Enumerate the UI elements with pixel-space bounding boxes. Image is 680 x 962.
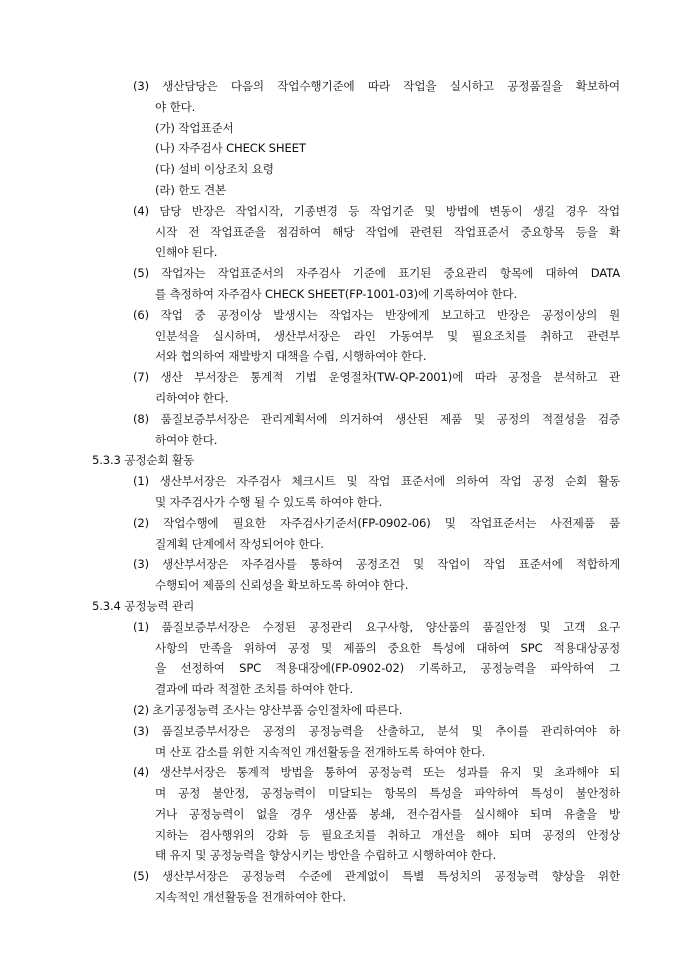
list-item-line: (3) 품질보증부서장은 공정의 공정능력을 산출하고, 분석 및 추이를 관리하여야 하: [133, 723, 620, 738]
continuation-line: 리하여야 한다.: [155, 390, 229, 405]
continuation-line: 인분석을 실시하며, 생산부서장은 라인 가동여부 및 필요조치를 취하고 관련부: [155, 328, 620, 343]
continuation-line: 하여야 한다.: [155, 432, 218, 447]
list-item-line: (8) 품질보증부서장은 관리계획서에 의거하여 생산된 제품 및 공정의 적절성을 검증: [133, 411, 620, 426]
list-item-line: (2) 초기공정능력 조사는 양산부품 승인절차에 따른다.: [133, 702, 403, 717]
sub-item-line: (나) 자주검사 CHECK SHEET: [155, 141, 306, 156]
continuation-line: 서와 협의하여 재발방지 대책을 수립, 시행하여야 한다.: [155, 349, 427, 364]
continuation-line: 며 공정 불안정, 공정능력이 미달되는 항목의 특성을 파악하여 특성이 불안정하: [155, 786, 620, 801]
sub-item-line: (다) 설비 이상조치 요령: [155, 162, 274, 177]
continuation-line: 야 한다.: [155, 99, 196, 114]
section-heading: 5.3.4 공정능력 관리: [92, 598, 195, 613]
continuation-line: 수행되어 제품의 신뢰성을 확보하도록 하여야 한다.: [155, 578, 409, 593]
continuation-line: 를 측정하여 자주검사 CHECK SHEET(FP-1001-03)에 기록하여야 한다.: [155, 286, 518, 301]
sub-item-line: (라) 한도 견본: [155, 182, 227, 197]
list-item-line: (4) 담당 반장은 작업시작, 기종변경 등 작업기준 및 방법에 변동이 생길 경우 작업: [133, 203, 620, 218]
section-heading: 5.3.3 공정순회 활동: [92, 453, 195, 468]
continuation-line: 및 자주검사가 수행 될 수 있도록 하여야 한다.: [155, 494, 383, 509]
continuation-line: 지속적인 개선활동을 전개하여야 한다.: [155, 890, 346, 905]
continuation-line: 인해야 된다.: [155, 245, 218, 260]
list-item-line: (3) 생산담당은 다음의 작업수행기준에 따라 작업을 실시하고 공정품질을 확보하여: [133, 79, 620, 93]
list-item-line: (4) 생산부서장은 통계적 방법을 통하여 공정능력 또는 성과를 유지 및 초과해야 되: [133, 765, 620, 780]
list-item-line: (5) 작업자는 작업표준서의 자주검사 기준에 표기된 중요관리 항목에 대하여 DATA: [133, 266, 620, 281]
continuation-line: 시작 전 작업표준을 점검하여 해당 작업에 관련된 작업표준서 중요항목 등을 확: [155, 224, 620, 239]
continuation-line: 결과에 따라 적절한 조치를 하여야 한다.: [155, 682, 354, 697]
list-item-line: (6) 작업 중 공정이상 발생시는 작업자는 반장에게 보고하고 반장은 공정이상의 원: [133, 307, 620, 322]
continuation-line: 지하는 검사행위의 강화 등 필요조치를 취하고 개선을 해야 되며 공정의 안정상: [155, 827, 620, 842]
procedure-body: [0, 76, 680, 908]
continuation-line: 태 유지 및 공정능력을 향상시키는 방안을 수립하고 시행하여야 한다.: [155, 848, 497, 863]
continuation-line: 거나 공정능력이 없을 경우 생산품 봉쇄, 전수검사를 실시해야 되며 유출을 방: [155, 806, 620, 821]
list-item-line: (2) 작업수행에 필요한 자주검사기준서(FP-0902-06) 및 작업표준서는 사전제품 품: [133, 515, 620, 530]
list-item-line: (1) 품질보증부서장은 수정된 공정관리 요구사항, 양산품의 품질안정 및 고객 요구: [133, 619, 620, 634]
continuation-line: 을 선정하여 SPC 적용대장에(FP-0902-02) 기록하고, 공정능력을 파악하여 그: [155, 661, 620, 676]
continuation-line: 며 산포 감소를 위한 지속적인 개선활동을 전개하도록 하여야 한다.: [155, 744, 486, 759]
list-item-line: (7) 생산 부서장은 통계적 기법 운영절차(TW-QP-2001)에 따라 공정을 분석하고 관: [133, 370, 620, 385]
list-item-line: (5) 생산부서장은 공정능력 수준에 관계없이 특별 특성치의 공정능력 향상을 위한: [133, 869, 620, 884]
sub-item-line: (가) 작업표준서: [155, 120, 234, 135]
continuation-line: 사항의 만족을 위하여 공정 및 제품의 중요한 특성에 대하여 SPC 적용대상공정: [155, 640, 620, 655]
continuation-line: 질계획 단계에서 작성되어야 한다.: [155, 536, 324, 551]
list-item-line: (1) 생산부서장은 자주검사 체크시트 및 작업 표준서에 의하여 작업 공정 순회 활동: [133, 474, 620, 489]
list-item-line: (3) 생산부서장은 자주검사를 통하여 공정조건 및 작업이 작업 표준서에 적합하게: [133, 557, 620, 572]
